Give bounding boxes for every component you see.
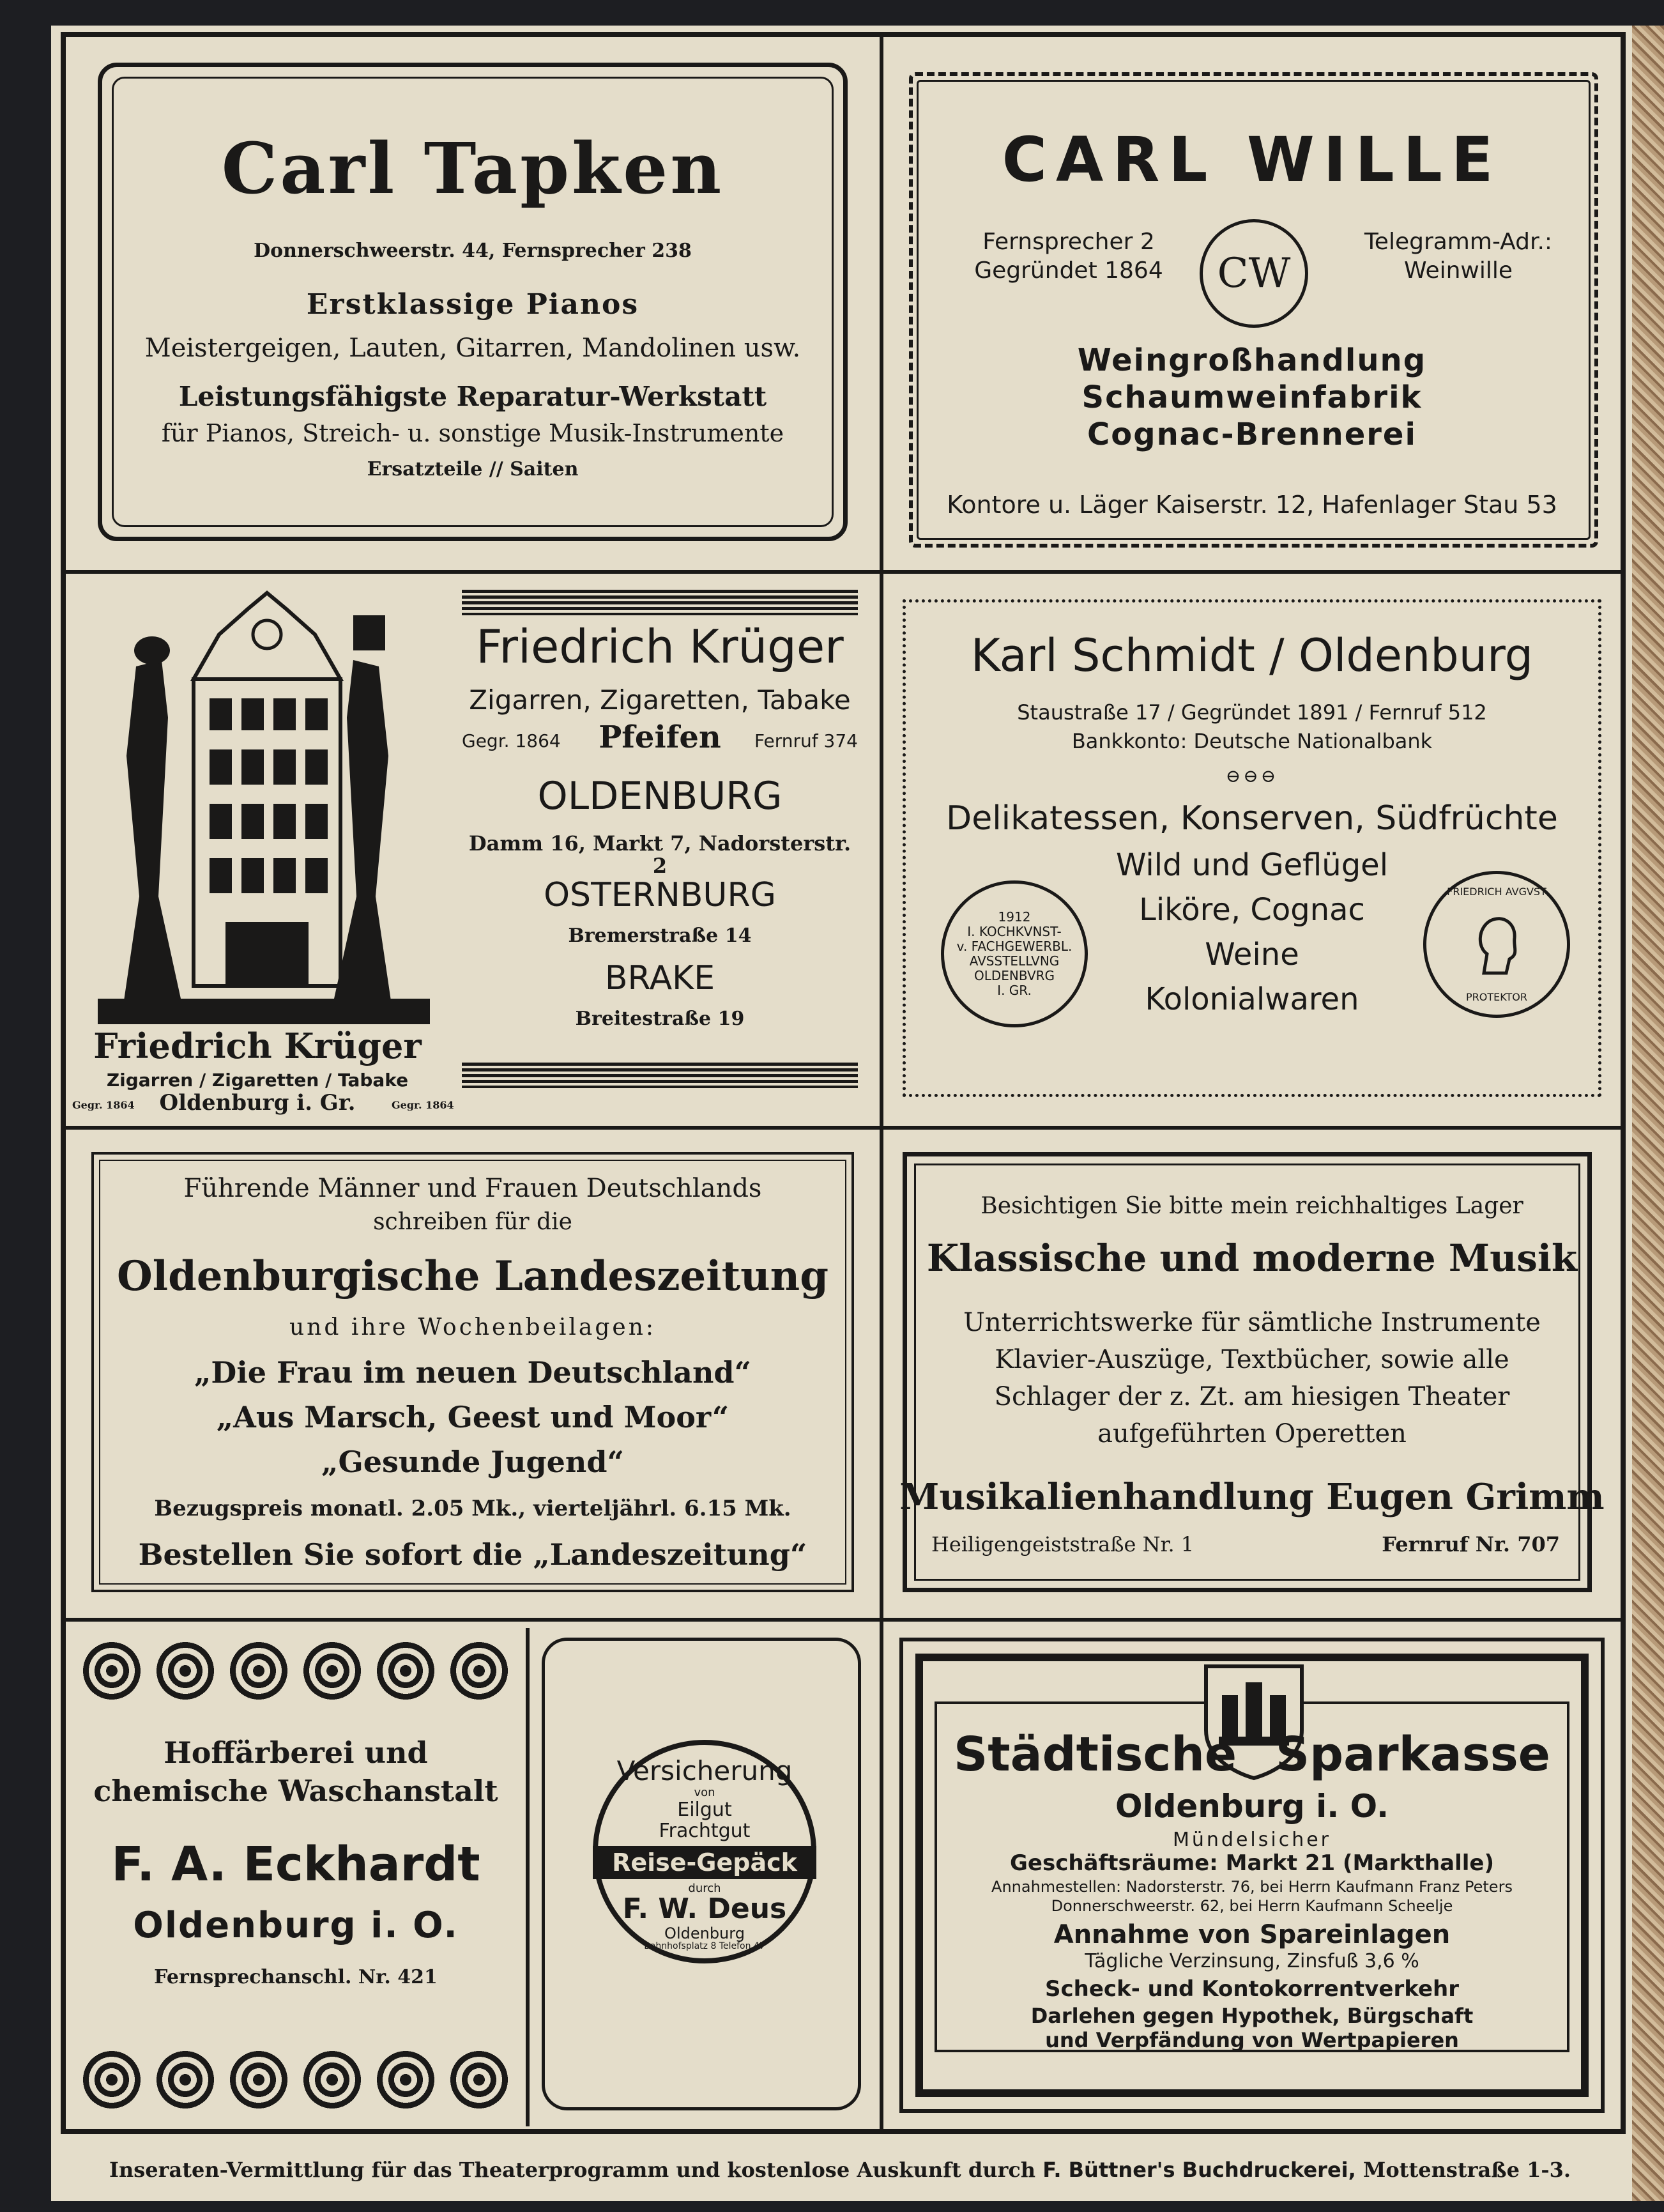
supplement-marsh: „Aus Marsch, Geest und Moor“ bbox=[216, 1400, 729, 1434]
founded: Gegr. 1864 bbox=[462, 730, 561, 751]
line-wholesale: Weingroßhandlung bbox=[1077, 342, 1427, 378]
caption-city: Oldenburg i. Gr. bbox=[159, 1090, 356, 1116]
city-brake: BRAKE bbox=[604, 959, 715, 997]
music-title: Klassische und moderne Musik bbox=[926, 1236, 1578, 1280]
price-line: Bezugspreis monatl. 2.05 Mk., vierteljährl. 6.15 Mk. bbox=[154, 1496, 791, 1521]
advertisement-grid bbox=[61, 32, 1626, 2134]
cheque-line: Scheck- und Kontokorrentverkehr bbox=[1045, 1976, 1459, 2002]
adjacent-page-edge bbox=[1632, 26, 1664, 2201]
workshop-for-line: für Pianos, Streich- u. sonstige Musik-Instrumente bbox=[161, 419, 784, 447]
stamp-von: von bbox=[694, 1786, 715, 1799]
address: Heiligengeiststraße Nr. 1 bbox=[931, 1532, 1195, 1556]
headline: Erstklassige Pianos bbox=[306, 288, 639, 321]
supplement-women: „Die Frau im neuen Deutschland“ bbox=[194, 1355, 752, 1390]
address-brake: Breitestraße 19 bbox=[575, 1008, 745, 1030]
company-name: Musikalienhandlung Eugen Grimm bbox=[899, 1476, 1605, 1518]
line-delicatessen: Delikatessen, Konserven, Südfrüchte bbox=[946, 799, 1558, 838]
stamp-address: Bahnhofsplatz 8 Telefon 47 bbox=[644, 1941, 765, 1951]
stamp-eilgut: Eilgut bbox=[677, 1799, 732, 1821]
footer-text: Inseraten-Vermittlung für das Theaterprogramm und kostenlose Auskunft durch bbox=[109, 2158, 1036, 2182]
cw-monogram-logo: CW bbox=[1200, 219, 1308, 328]
seal-line: I. GR. bbox=[997, 983, 1032, 998]
line-leading: Führende Männer und Frauen Deutschlands bbox=[183, 1174, 762, 1203]
caption-goods: Zigarren / Zigaretten / Tabake bbox=[106, 1070, 409, 1091]
title-left: Städtische bbox=[954, 1727, 1237, 1782]
bottom-stripe-bar bbox=[462, 1063, 858, 1088]
city-oldenburg: OLDENBURG bbox=[537, 774, 782, 818]
bank-line: Bankkonto: Deutsche Nationalbank bbox=[1071, 729, 1433, 753]
footer-address: Mottenstraße 1-3. bbox=[1362, 2158, 1571, 2182]
phone: Fernruf 374 bbox=[754, 730, 858, 751]
telegram-name: Weinwille bbox=[1403, 257, 1513, 284]
caption-founded-right: Gegr. 1864 bbox=[392, 1099, 454, 1111]
address-osternburg: Bremerstraße 14 bbox=[568, 925, 752, 947]
line-colonial: Kolonialwaren bbox=[1145, 981, 1359, 1017]
seal-line: AVSSTELLVNG bbox=[969, 953, 1060, 969]
stamp-durch: durch bbox=[688, 1882, 721, 1895]
line-cognac: Cognac-Brennerei bbox=[1087, 417, 1417, 452]
deposits-line: Annahme von Spareinlagen bbox=[1053, 1920, 1451, 1949]
address-line: Donnerschweerstr. 44, Fernsprecher 238 bbox=[254, 240, 692, 262]
city: Oldenburg i. O. bbox=[1115, 1788, 1389, 1825]
seal-line: OLDENBVRG bbox=[973, 968, 1055, 983]
footer-note bbox=[61, 2158, 1619, 2182]
order-line: Bestellen Sie sofort die „Landeszeitung“ bbox=[138, 1537, 807, 1572]
medal-text-top: FRIEDRICH AVGVST bbox=[1447, 886, 1546, 898]
intro-line: Besichtigen Sie bitte mein reichhaltiges Lager bbox=[981, 1193, 1523, 1219]
company-name: Carl Tapken bbox=[221, 127, 724, 210]
seal-line: 1912 bbox=[998, 909, 1031, 925]
line-wine: Weine bbox=[1205, 937, 1299, 972]
company-name: Karl Schmidt / Oldenburg bbox=[970, 629, 1534, 682]
ad-eugen-grimm bbox=[882, 1128, 1622, 1620]
portrait-medal bbox=[1423, 871, 1570, 1018]
loans-line-1: Darlehen gegen Hypothek, Bürgschaft bbox=[1030, 2004, 1474, 2028]
portrait-icon bbox=[1465, 909, 1529, 979]
city: Oldenburg i. O. bbox=[133, 1905, 459, 1946]
stamp-city: Oldenburg bbox=[664, 1924, 745, 1942]
line-operettas: aufgeführten Operetten bbox=[1097, 1419, 1407, 1448]
seal-line: v. FACHGEWERBL. bbox=[956, 939, 1072, 954]
address-line: Kontore u. Läger Kaiserstr. 12, Hafenlager Stau 53 bbox=[947, 491, 1557, 519]
company-name: CARL WILLE bbox=[1002, 124, 1502, 196]
city-osternburg: OSTERNBURG bbox=[544, 876, 776, 914]
line-dry-cleaning: chemische Waschanstalt bbox=[93, 1774, 498, 1808]
stamp-arc-text: Versicherung bbox=[616, 1755, 793, 1786]
line-liqueur: Liköre, Cognac bbox=[1139, 892, 1365, 928]
goods-line: Zigarren, Zigaretten, Tabake bbox=[469, 684, 851, 716]
ad-eckhardt-deus bbox=[64, 1620, 882, 2131]
safe-line: Mündelsicher bbox=[1172, 1829, 1331, 1851]
rooms-line: Geschäftsräume: Markt 21 (Markthalle) bbox=[1009, 1850, 1495, 1876]
top-stripe-bar bbox=[462, 590, 858, 615]
line-hits: Schlager der z. Zt. am hiesigen Theater bbox=[994, 1382, 1510, 1411]
footer-company: F. Büttner's Buchdruckerei, bbox=[1042, 2158, 1356, 2182]
divider bbox=[526, 1628, 530, 2126]
stamp-luggage-band: Reise-Gepäck bbox=[593, 1846, 816, 1879]
ad-staedtische-sparkasse bbox=[882, 1620, 1622, 2131]
deus-round-stamp bbox=[593, 1740, 816, 1963]
medal-text-bottom: PROTEKTOR bbox=[1466, 991, 1527, 1003]
telegram-label: Telegramm-Adr.: bbox=[1364, 229, 1553, 255]
line-write-for: schreiben für die bbox=[373, 1209, 572, 1235]
phone: Fernruf Nr. 707 bbox=[1382, 1532, 1560, 1556]
ad-friedrich-krueger bbox=[64, 572, 882, 1128]
ad-carl-wille bbox=[882, 35, 1622, 572]
newspaper-title: Oldenburgische Landeszeitung bbox=[117, 1252, 828, 1300]
interest-line: Tägliche Verzinsung, Zinsfuß 3,6 % bbox=[1085, 1950, 1419, 1972]
branch-line-2: Donnerschweerstr. 62, bei Herrn Kaufmann Scheelje bbox=[1051, 1897, 1453, 1915]
company-name: F. A. Eckhardt bbox=[111, 1837, 480, 1892]
exhibition-seal bbox=[941, 880, 1088, 1027]
stamp-name: F. W. Deus bbox=[622, 1893, 787, 1925]
caption-name: Friedrich Krüger bbox=[93, 1025, 422, 1066]
title-right: Sparkasse bbox=[1275, 1727, 1550, 1782]
address-line: Staustraße 17 / Gegründet 1891 / Fernruf 512 bbox=[1017, 700, 1487, 725]
line-game: Wild und Geflügel bbox=[1115, 847, 1389, 883]
seal-line: I. KOCHKVNST- bbox=[967, 924, 1062, 939]
line-dyeing: Hoffärberei und bbox=[164, 1735, 428, 1770]
line-instruction: Unterrichtswerke für sämtliche Instrumente bbox=[963, 1308, 1541, 1337]
ornament-icon: ⊖⊖⊖ bbox=[1225, 765, 1279, 787]
loans-line-2: und Verpfändung von Wertpapieren bbox=[1045, 2028, 1459, 2052]
instruments-line: Meistergeigen, Lauten, Gitarren, Mandolinen usw. bbox=[144, 334, 801, 363]
ad-landeszeitung bbox=[64, 1128, 882, 1620]
stamp-frachtgut: Frachtgut bbox=[659, 1820, 751, 1842]
pipes: Pfeifen bbox=[599, 719, 721, 755]
supplement-youth: „Gesunde Jugend“ bbox=[321, 1445, 624, 1479]
workshop-line: Leistungsfähigste Reparatur-Werkstatt bbox=[178, 381, 767, 412]
line-scores: Klavier-Auszüge, Textbücher, sowie alle bbox=[995, 1345, 1509, 1374]
ad-karl-schmidt bbox=[882, 572, 1622, 1128]
house-illustration bbox=[98, 590, 430, 1024]
phone: Fernsprechanschl. Nr. 421 bbox=[154, 1966, 438, 1988]
line-supplements: und ihre Wochenbeilagen: bbox=[289, 1314, 657, 1340]
caption-founded-left: Gegr. 1864 bbox=[72, 1099, 135, 1111]
line-sparkling: Schaumweinfabrik bbox=[1081, 380, 1423, 415]
branch-line-1: Annahmestellen: Nadorsterstr. 76, bei Herrn Kaufmann Franz Peters bbox=[991, 1878, 1513, 1896]
phone: Fernsprecher 2 bbox=[982, 229, 1155, 255]
ad-carl-tapken bbox=[64, 35, 882, 572]
address-oldenburg: Damm 16, Markt 7, Nadorsterstr. 2 bbox=[468, 831, 851, 879]
founded: Gegründet 1864 bbox=[974, 257, 1163, 284]
parts-line: Ersatzteile // Saiten bbox=[367, 458, 579, 480]
company-name: Friedrich Krüger bbox=[476, 620, 844, 673]
